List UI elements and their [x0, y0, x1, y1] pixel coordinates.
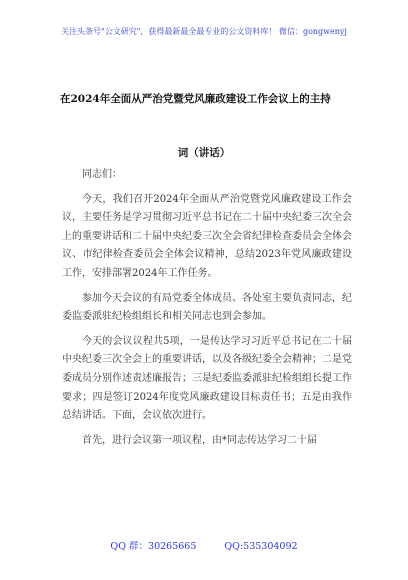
qq-number: QQ:535304092: [224, 541, 298, 552]
paragraph: 参加今天会议的有局党委全体成员、各处室主要负责同志，纪委监委派驻纪检组组长和相关同志也到会参加。: [62, 292, 352, 323]
document-title-line-1: 在2024年全面从严治党暨党风廉政建设工作会议上的主持: [60, 93, 331, 105]
paragraph: 今天的会议议程共5项，一是传达学习习近平总书记在二十届中央纪委三次全会上的重要讲话，以及各级纪委全会精神；二是党委成员分别作述责述廉报告；三是纪委监委派驻纪检组组长提工作要求；四是签订2024年度党风廉政建设目标责任书；五是由我作总结讲话。下面，会议依次进行。: [62, 335, 352, 422]
promo-header: 关注头条号"公文研究"，获得最新最全最专业的公文资料库！ 微信：gongwenyj: [61, 27, 347, 36]
qq-group-number: QQ 群：30265665: [110, 541, 197, 552]
document-title-line-2: 词（讲话）: [177, 147, 231, 159]
paragraph: 今天，我们召开2024年全面从严治党暨党风廉政建设工作会议，主要任务是学习贯彻习近平总书记在二十届中央纪委三次全会上的重要讲话和二十届中央纪委三次全会省纪律检查委员会全体会议、市纪律检查委员会全体会议精神，总结2023年党风廉政建设工作，安排部署2024年工作任务。: [62, 193, 352, 279]
salutation: 同志们：: [82, 169, 122, 180]
contact-footer: [0, 538, 408, 552]
paragraph: 首先，进行会议第一项议程，由*同志传达学习二十届: [82, 434, 317, 446]
document-body: [62, 160, 352, 450]
